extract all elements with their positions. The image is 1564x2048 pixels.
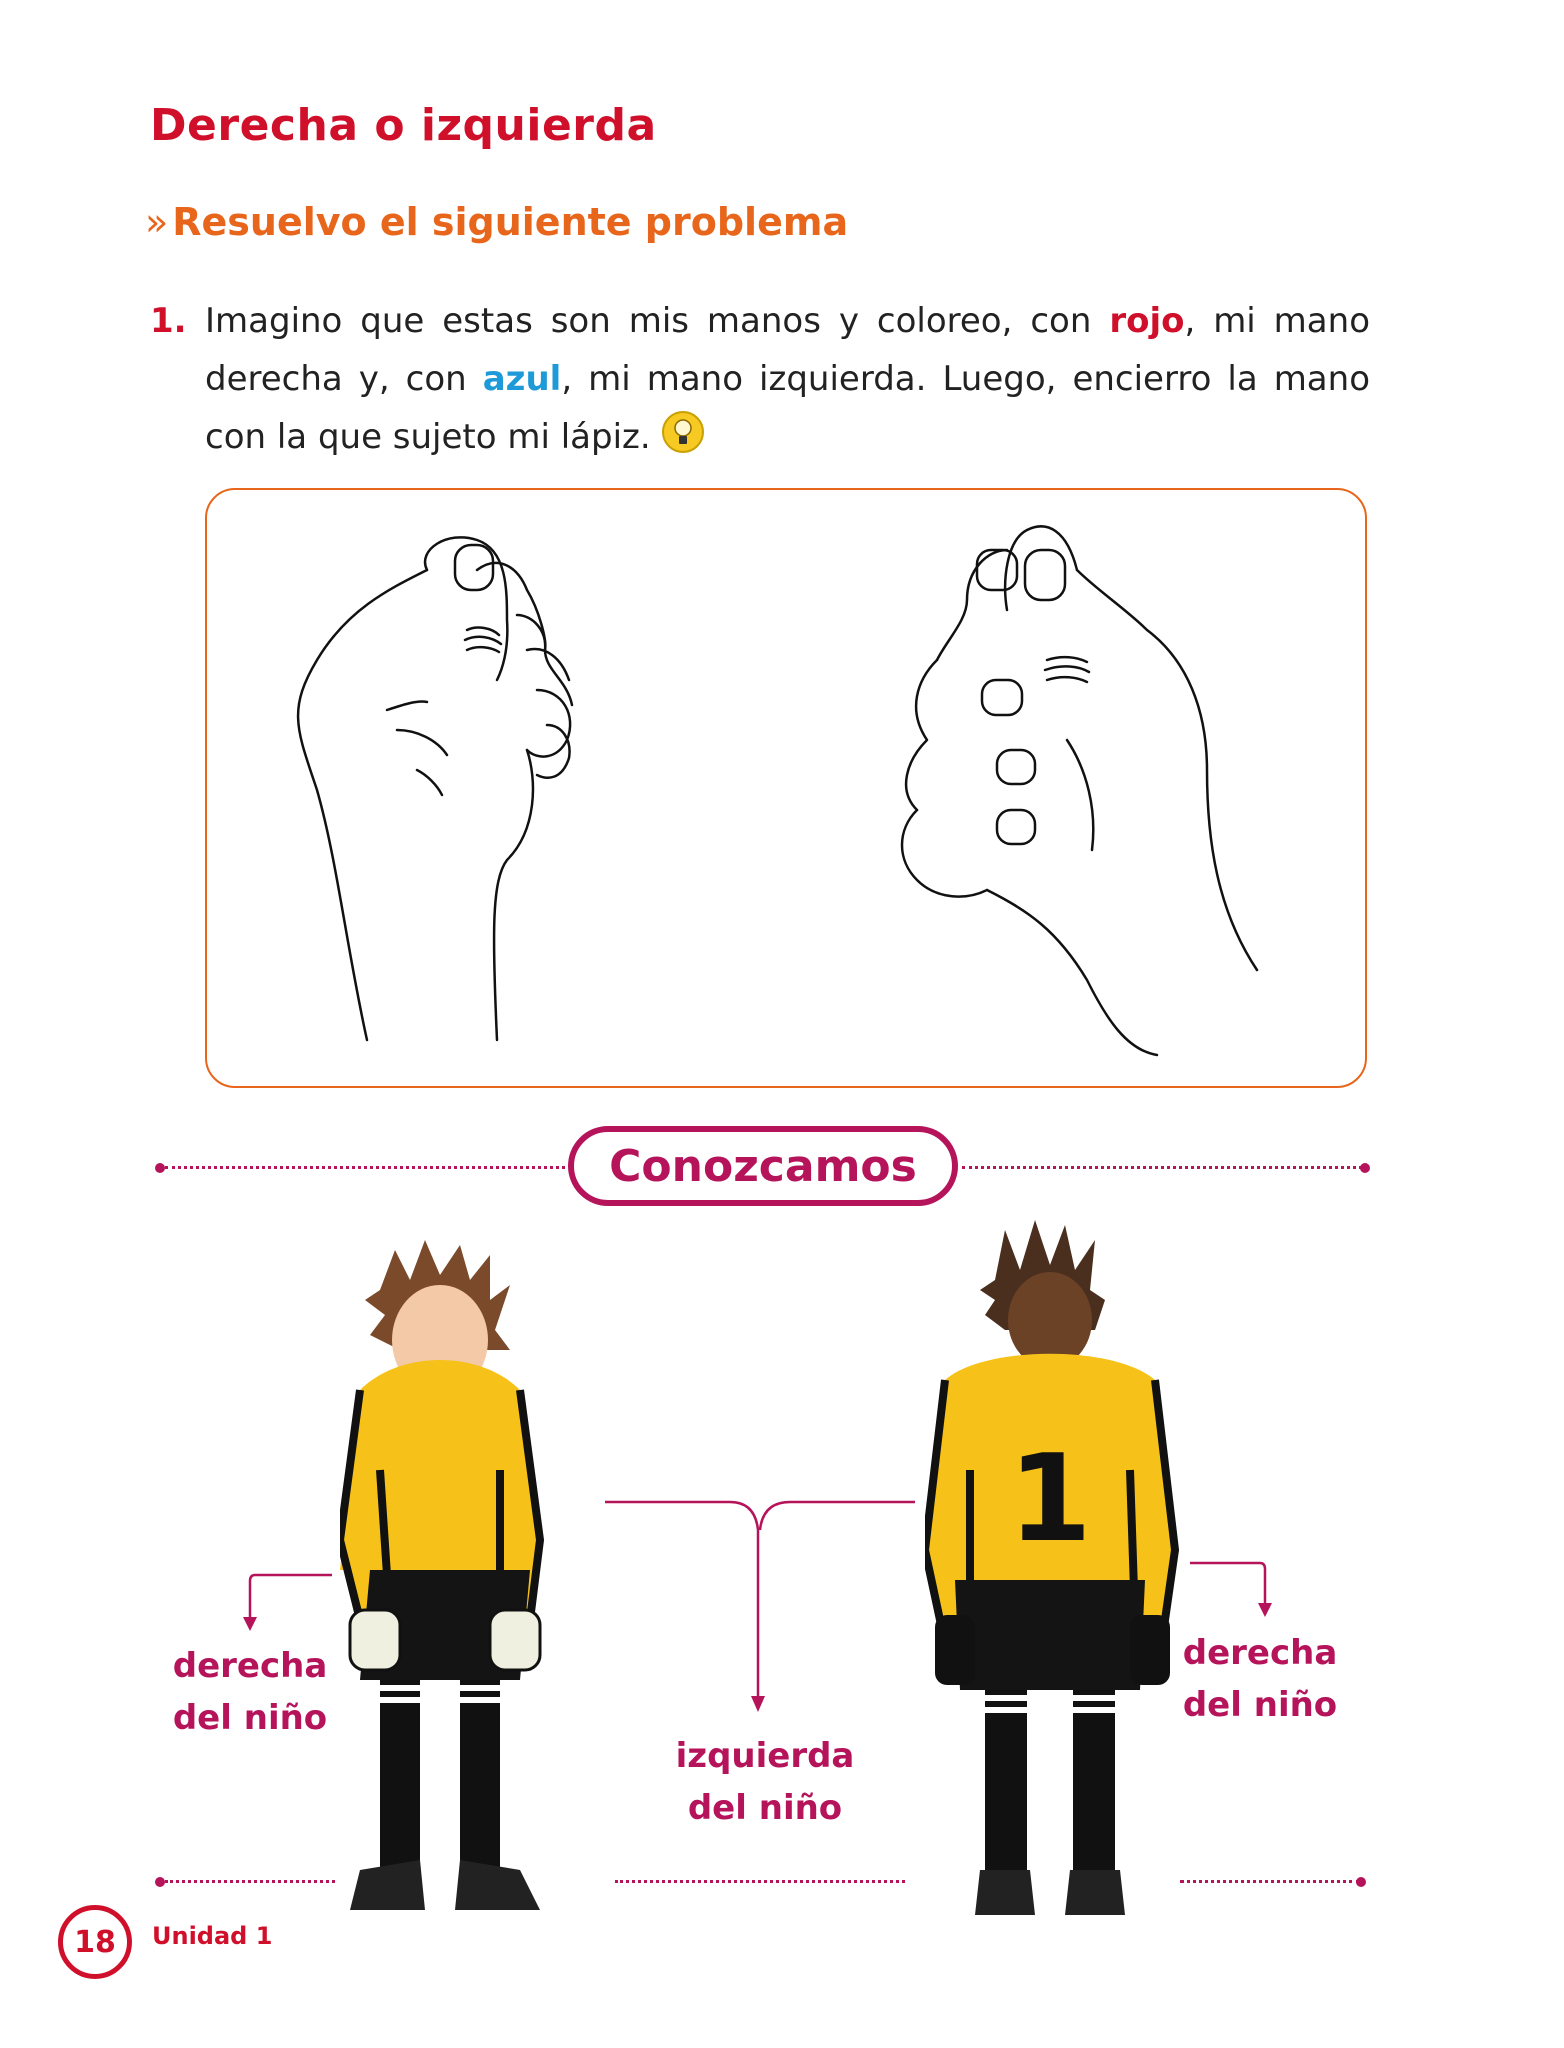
subtitle-text: Resuelvo el siguiente problema <box>172 200 849 244</box>
label-back-right <box>1175 1627 1345 1731</box>
section-divider-right <box>962 1166 1362 1169</box>
label-center-left-text: izquierda del niño <box>675 1736 855 1828</box>
bottom-divider-dot-right <box>1356 1877 1366 1887</box>
hands-coloring-box <box>205 488 1367 1088</box>
exercise-instructions <box>205 292 1370 466</box>
subtitle-marker: » <box>145 200 169 244</box>
exercise-number: 1. <box>150 301 187 341</box>
bracket-arrow-center <box>600 1490 920 1720</box>
arrow-back-right <box>1185 1553 1285 1623</box>
section-title: Conozcamos <box>609 1140 917 1192</box>
label-front-right-text: derecha del niño <box>172 1646 328 1738</box>
boy-front-photo <box>340 1240 630 1920</box>
bottom-divider-3 <box>1180 1880 1360 1883</box>
jersey-number: 1 <box>1008 1430 1092 1569</box>
instruction-text-2: , mi mano derecha y, con <box>205 301 1370 399</box>
right-hand-drawing[interactable] <box>887 510 1267 1070</box>
bottom-divider-1 <box>165 1880 335 1883</box>
left-hand-drawing[interactable] <box>277 530 577 1060</box>
label-center-left <box>655 1730 875 1834</box>
page-number: 18 <box>74 1924 116 1960</box>
instruction-text-3: , mi mano izquierda. Luego, encierro la mano con la que sujeto mi lápiz. <box>205 359 1370 457</box>
boy-back-photo <box>925 1220 1185 1920</box>
page-title: Derecha o izquierda <box>150 100 657 151</box>
label-back-right-text: derecha del niño <box>1182 1633 1338 1725</box>
section-title-pill <box>568 1126 958 1206</box>
lightbulb-icon <box>661 410 705 454</box>
unit-label: Unidad 1 <box>152 1922 273 1950</box>
section-divider-left <box>165 1166 565 1169</box>
bottom-divider-2 <box>615 1880 905 1883</box>
blue-word: azul <box>482 359 562 399</box>
red-word: rojo <box>1109 301 1185 341</box>
page-number-badge <box>58 1905 132 1979</box>
section-divider-dot-left <box>155 1163 165 1173</box>
section-divider-dot-right <box>1360 1163 1370 1173</box>
section-subtitle <box>145 200 848 244</box>
arrow-front-right <box>240 1565 340 1635</box>
bottom-divider-dot-left <box>155 1877 165 1887</box>
label-front-right <box>170 1640 330 1744</box>
instruction-text-1: Imagino que estas son mis manos y coloreo, con <box>205 301 1110 341</box>
